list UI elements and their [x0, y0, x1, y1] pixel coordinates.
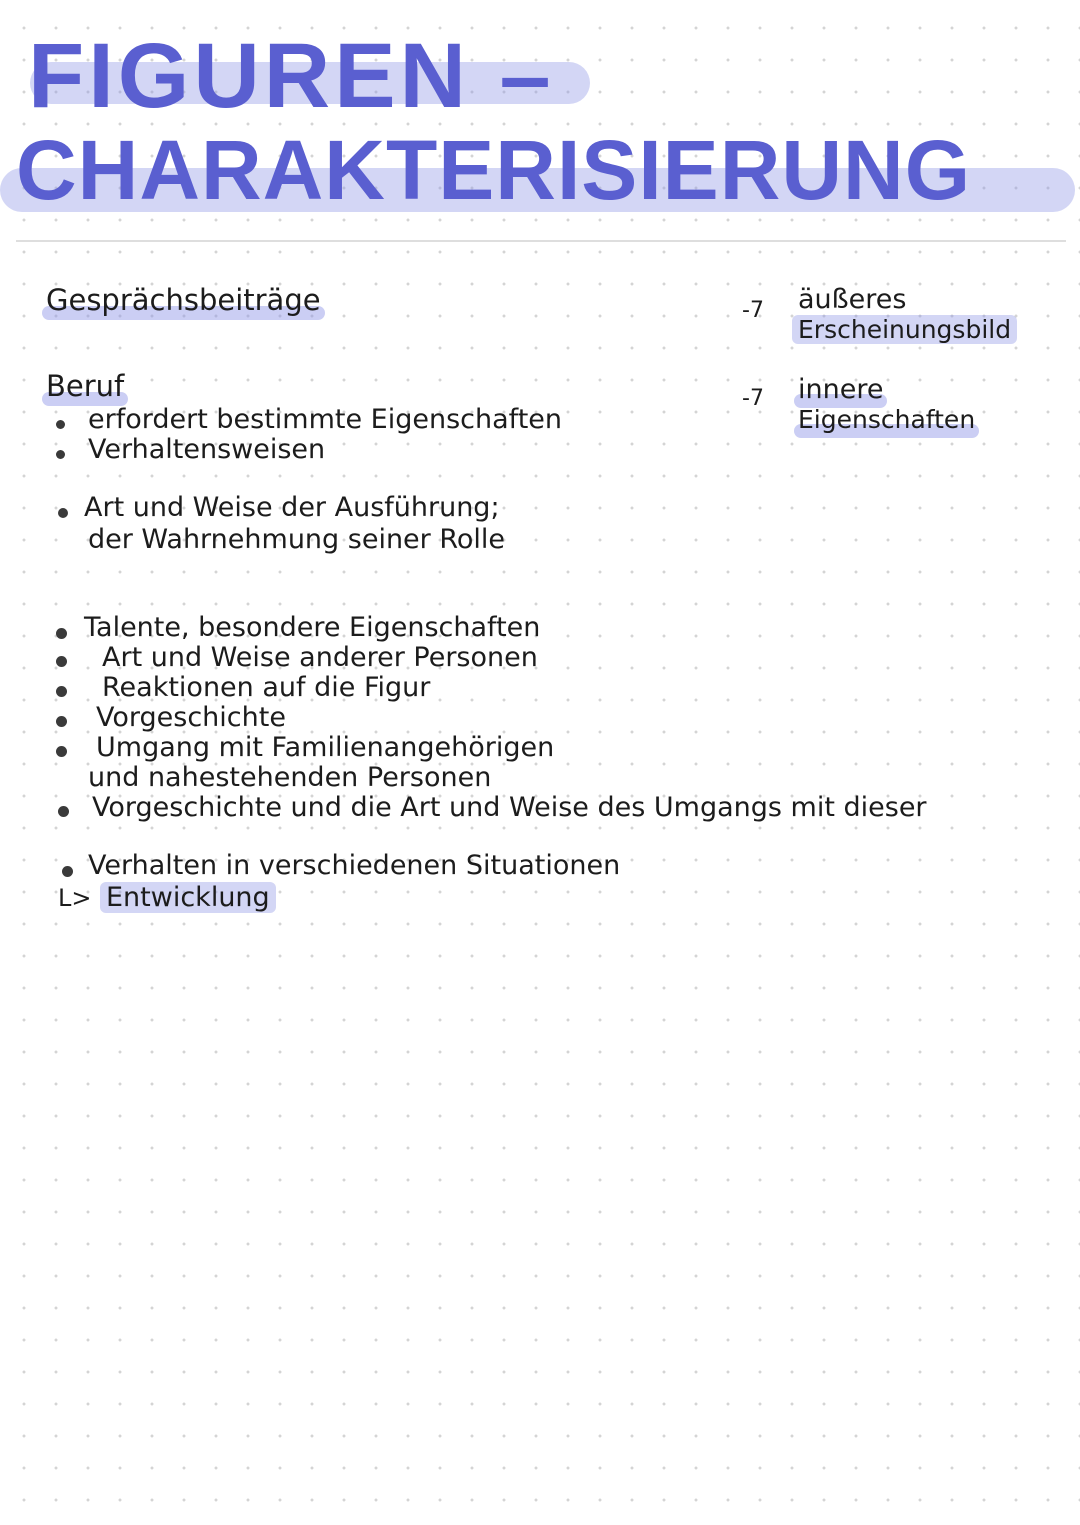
bullet — [58, 508, 68, 518]
note-aeusseres-line-1: äußeres — [798, 284, 907, 315]
bullet — [56, 686, 67, 697]
arrow-note-1: -7 — [742, 298, 764, 323]
list-item-5: Umgang mit Familienangehörigen — [96, 732, 555, 763]
title-divider — [16, 240, 1066, 242]
bullet — [56, 450, 65, 459]
note-innere-line-1 — [798, 374, 883, 405]
list-item-6: Vorgeschichte und die Art und Weise des Umgangs mit dieser — [92, 792, 927, 823]
heading-beruf-text: Beruf — [46, 369, 125, 403]
ausfuehrung-line-1: Art und Weise der Ausführung; — [84, 492, 500, 523]
note-innere-line-1-text: innere — [798, 374, 884, 405]
ausfuehrung-line-2: der Wahrnehmung seiner Rolle — [88, 524, 506, 555]
verhalten-line: Verhalten in verschiedenen Situationen — [88, 850, 621, 881]
beruf-item-1: erfordert bestimmte Eigenschaften — [88, 404, 563, 435]
heading-gespraechsbeitraege — [46, 284, 321, 317]
note-innere-line-2 — [798, 406, 975, 435]
bullet — [56, 628, 67, 639]
list-item-4: Vorgeschichte — [96, 702, 286, 733]
beruf-item-2: Verhaltensweisen — [88, 434, 326, 465]
bullet — [56, 420, 65, 429]
note-innere-line-2-text: Eigenschaften — [798, 405, 976, 434]
note-aeusseres-line-2-text: Erscheinungsbild — [792, 315, 1017, 344]
list-item-5-continuation: und nahestehenden Personen — [88, 762, 492, 793]
note-aeusseres-line-2 — [792, 316, 1017, 345]
heading-beruf — [46, 370, 124, 403]
bullet — [62, 866, 73, 877]
list-item-3: Reaktionen auf die Figur — [102, 672, 431, 703]
arrow-note-2: -7 — [742, 386, 764, 411]
page-title-line-1: FIGUREN – — [28, 25, 555, 127]
entwicklung-line — [100, 882, 276, 913]
arrow-entwicklung: L> — [58, 884, 92, 912]
bullet — [56, 746, 67, 757]
list-item-2: Art und Weise anderer Personen — [102, 642, 538, 673]
entwicklung-text: Entwicklung — [100, 882, 276, 913]
bullet — [56, 656, 67, 667]
page-title-line-2: CHARAKTERISIERUNG — [16, 123, 972, 217]
heading-gespraechsbeitraege-text: Gesprächsbeiträge — [46, 283, 321, 317]
bullet — [56, 716, 67, 727]
list-item-1: Talente, besondere Eigenschaften — [84, 612, 541, 643]
bullet — [58, 806, 69, 817]
